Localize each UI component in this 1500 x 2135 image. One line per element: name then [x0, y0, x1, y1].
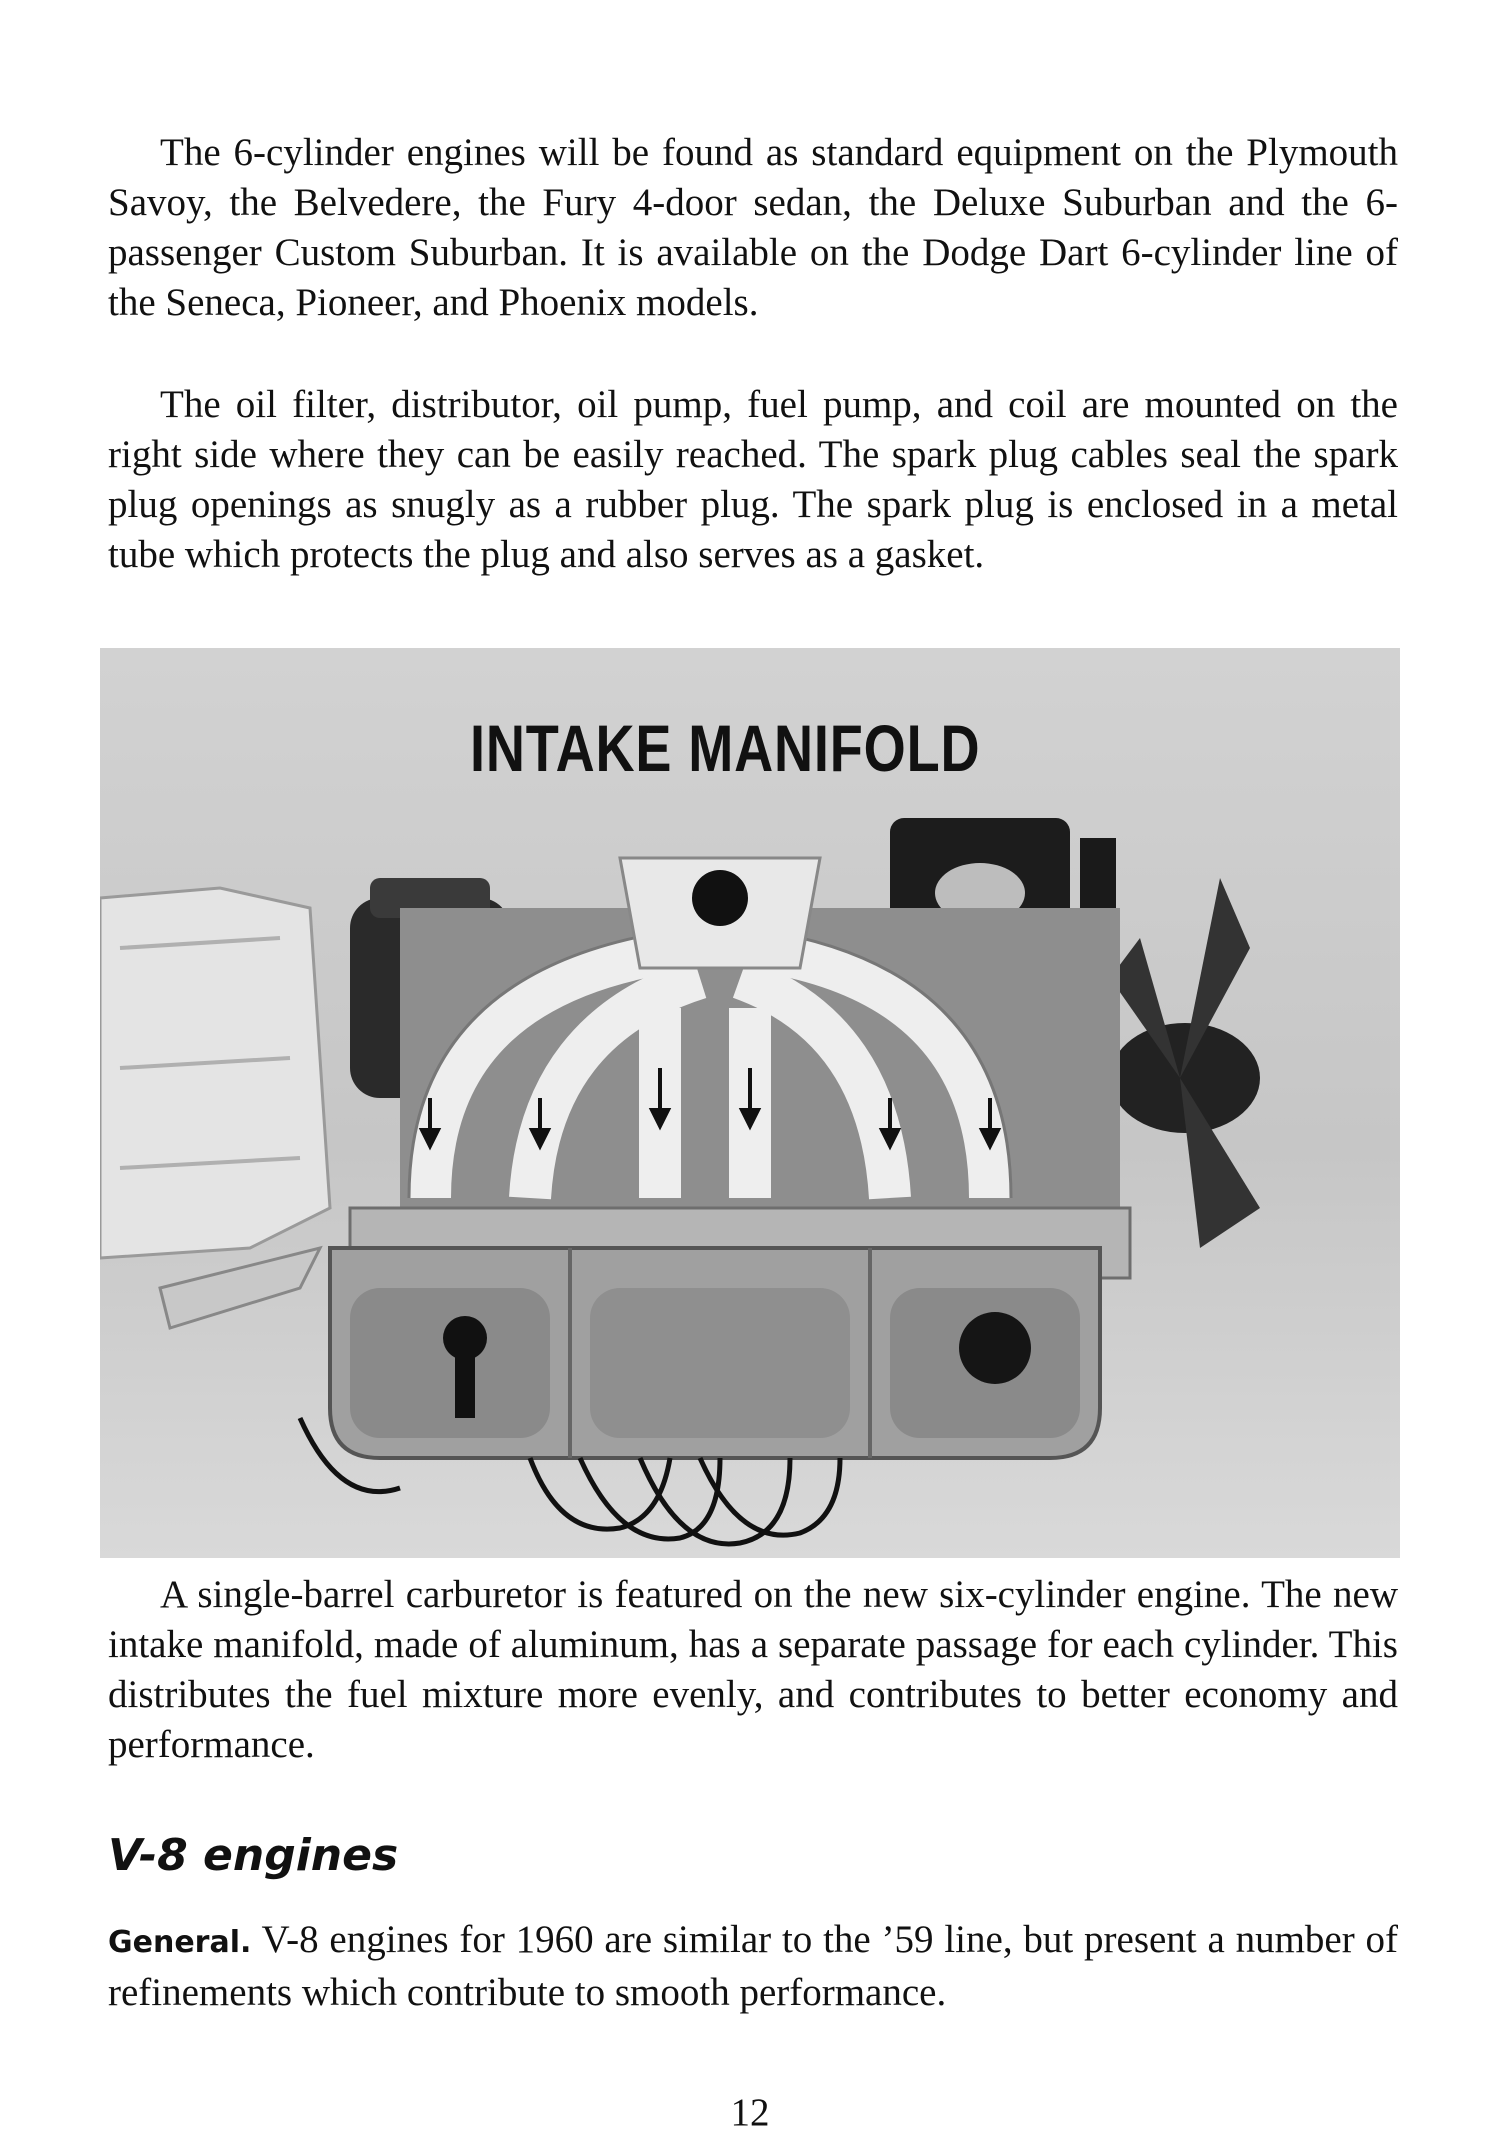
general-run-in-label: General. — [108, 1925, 252, 1960]
paragraph-text: The 6-cylinder engines will be found as standard equipment on the Plymouth Savoy, the Belvedere, the Fury 4-door sedan, the Deluxe Suburban and the 6-passenger Custom Suburban. It is available on the Dodge Dart 6-cylinder line of the Seneca, Pioneer, and Phoenix models. — [108, 131, 1398, 324]
paragraph-text: V-8 engines for 1960 are similar to the ’59 line, but present a number of refinements which contribute to smooth performance. — [108, 1918, 1398, 2014]
paragraph-carburetor-manifold — [108, 1570, 1398, 1770]
paragraph-text: A single-barrel carburetor is featured on the new six-cylinder engine. The new intake manifold, made of aluminum, has a separate passage for each cylinder. This distributes the fuel mixture more evenly, and contributes to better economy and performance. — [108, 1573, 1398, 1766]
paragraph-six-cylinder-availability — [108, 128, 1398, 328]
intake-manifold-label: INTAKE MANIFOLD — [470, 711, 981, 785]
engine-photo — [100, 648, 1400, 1558]
page-number: 12 — [730, 2091, 770, 2134]
paragraph-accessory-mounting — [108, 380, 1398, 580]
paragraph-text: The oil filter, distributor, oil pump, fuel pump, and coil are mounted on the right side where they can be easily reached. The spark plug cables seal the spark plug openings as snugly as a rubber plug. The spark plug is enclosed in a metal tube which protects the plug and also serves as a gasket. — [108, 383, 1398, 576]
section-heading-v8-engines: V-8 engines — [108, 1830, 399, 1881]
paragraph-v8-general — [108, 1915, 1398, 2018]
